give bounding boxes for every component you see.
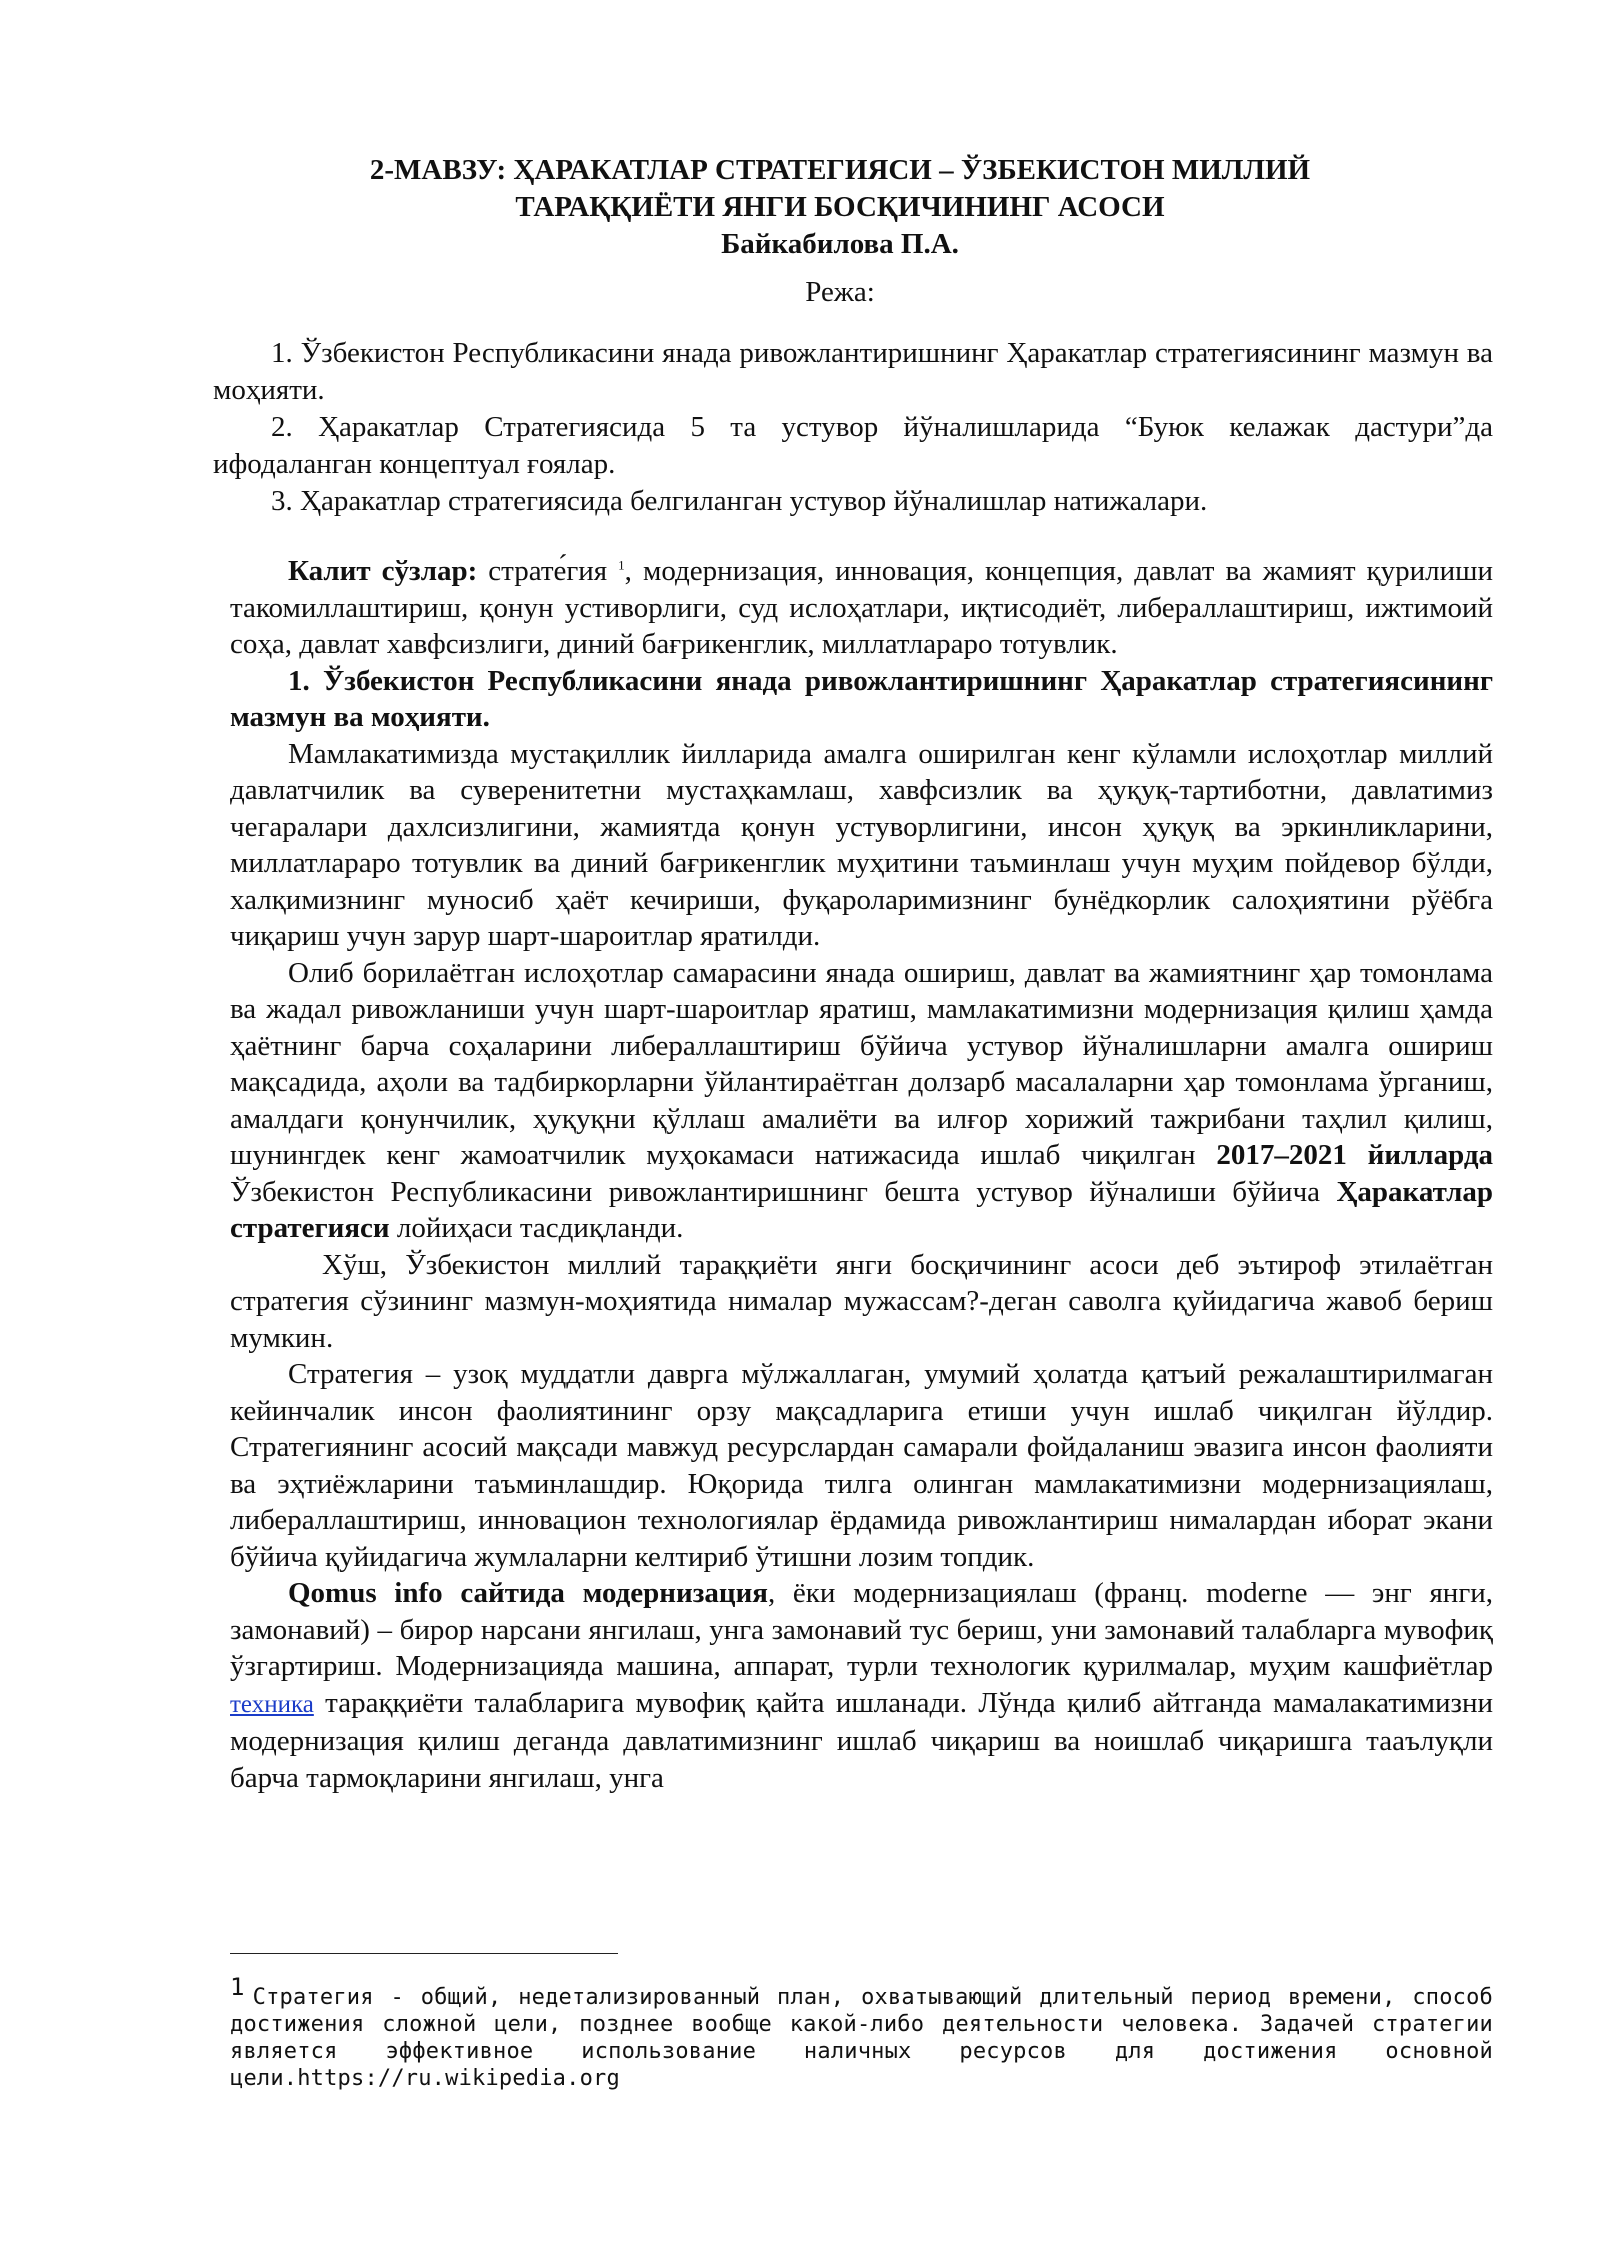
plan-heading: Режа: [805,276,875,308]
paragraph-2-text-a: Олиб борилаётган ислоҳотлар самарасини янада ошириш, давлат ва жамиятнинг ҳар томонлама ва жадал ривожланиши учун шарт-шароитлар яратиш, мамлакатимизни модернизация қилиш ҳамда ҳаётнинг барча соҳаларини либераллаштириш бўйича устувор йўналишларни амалга ошириш мақсадида, аҳоли ва тадбиркорларни ўйлантираётган долзарб масалаларни ҳар томонлама ўрганиш, амалдаги қонунчилик, ҳуқуқни қўллаш амалиёти ва илғор хорижий тажрибани таҳлил қилиш, шунингдек кенг жамоатчилик муҳокамаси натижасида ишлаб чиқилган [230,956,1493,1171]
plan-item-2: 2. Ҳаракатлар Стратегиясида 5 та устувор йўналишларида “Буюк келажак дастури”да ифодаланган концептуал ғоялар. [213,411,1493,480]
footnote-text: Стратегия - общий, недетализированный план, охватывающий длительный период времени, способ достижения сложной цели, позднее вообще какой-либо деятельности человека. Задачей стратегии является эффективное использование наличных ресурсов для достижения основной цели.https://ru.wikipedia.org [230,1985,1493,2091]
footnote-number: 1 [230,1973,245,2001]
title-line-2: ТАРАҚҚИЁТИ ЯНГИ БОСҚИЧИНИНГ АСОСИ [515,191,1165,223]
main-text [230,553,1493,1796]
footnote-reference[interactable]: 1 [618,557,625,573]
keywords-label: Калит сўзлар: [288,555,478,587]
section-1-heading: 1. Ўзбекистон Республикасини янада ривожлантиришнинг Ҳаракатлар стратегиясининг мазмун ва моҳияти. [230,664,1493,733]
technique-link[interactable]: техника [230,1690,314,1718]
keywords-list: , модернизация, инновация, концепция, давлат ва жамият қурилиши такомиллаштириш, қонун устиворлиги, суд ислоҳатлари, иқтисодиёт, либераллаштириш, ижтимоий соҳа, давлат хавфсизлиги, диний бағрикенглик, миллатлараро тотувлик. [230,555,1494,660]
paragraph-2-text-b: Ўзбекистон Республикасини ривожлантиришнинг бешта устувор йўналиши бўйича [230,1175,1337,1208]
paragraph-2 [230,955,1493,1247]
footnote-separator [230,1953,618,1954]
paragraph-5-text-b: тараққиёти талабларига мувофиқ қайта ишланади. Лўнда қилиб айтганда мамалакатимизни модернизация қилиш деганда давлатимизнинг ишлаб чиқариш ва ноишлаб чиқаришга тааълуқли барча тармоқларини янгилаш, унга [230,1686,1493,1794]
paragraph-3: Хўш, Ўзбекистон миллий тараққиёти янги босқичининг асоси деб эътироф этилаётган стратегия сўзининг мазмун-моҳиятида нималар мужассам?-деган саволга қуйидагича жавоб бериш мумкин. [230,1248,1493,1354]
paragraph-2-years: 2017–2021 йилларда [1216,1139,1493,1171]
plan-item-1: 1. Ўзбекистон Республикасини янада ривожлантиришнинг Ҳаракатлар стратегиясининг мазмун ва моҳияти. [213,337,1493,406]
keywords-paragraph [230,553,1493,663]
paragraph-4: Стратегия – узоқ муддатли даврга мўлжаллаган, умумий ҳолатда қатъий режалаштирилмаган кейинчалик инсон фаолиятининг орзу мақсадларига етиши учун ишлаб чиқилган йўлдир. Стратегиянинг асосий мақсади мавжуд ресурслардан самарали фойдаланиш эвазига инсон фаолияти ва эҳтиёжларини таъминлашдир. Юқорида тилга олинган мамлакатимизни модернизациялаш, либераллаштириш, инновацион технологиялар ёрдамида ривожлантириш нималардан иборат экани бўйича қуйидагича жумлаларни келтириб ўтишни лозим топдик. [230,1358,1493,1573]
paragraph-2-strategy: Ҳаракатлар стратегияси [230,1175,1493,1244]
document-title [230,152,1450,263]
paragraph-1: Мамлакатимизда мустақиллик йилларида амалга оширилган кенг кўламли ислоҳотлар миллий давлатчилик ва суверенитетни мустаҳкамлаш, хавфсизлик ва ҳуқуқ-тартиботни, давлатимиз чегаралари дахлсизлигини, жамиятда қонун устуворлигини, инсон ҳуқуқ ва эркинликларини, миллатлараро тотувлик ва диний бағрикенглик муҳитини таъминлаш учун муҳим пойдевор бўлди, халқимизнинг муносиб ҳаёт кечириши, фуқароларимизнинг бунёдкорлик салоҳиятини рўёбга чиқариш учун зарур шарт-шароитлар яратилди. [230,737,1493,952]
plan-list [213,335,1493,520]
paragraph-5-text-a: , ёки модернизациялаш (франц. moderne — энг янги, замонавий) – бирор нарсани янгилаш, унга замонавий тус бериш, уни замонавий талабларга мувофиқ ўзгартириш. Модернизацияда машина, аппарат, турли технологик қурилмалар, муҳим кашфиётлар [230,1577,1493,1682]
paragraph-5-source: Qomus info сайтида модернизация [288,1577,768,1609]
paragraph-5 [230,1575,1493,1796]
paragraph-2-text-c: лойиҳаси тасдиқланди. [389,1212,684,1244]
plan-item-3: 3. Ҳаракатлар стратегиясида белгиланган устувор йўналишлар натижалари. [271,485,1208,517]
footnote [230,1974,1493,2092]
title-line-1: 2-МАВЗУ: ҲАРАКАТЛАР СТРАТЕГИЯСИ – ЎЗБЕКИСТОН МИЛЛИЙ [369,154,1311,186]
author-name: Байкабилова П.А. [721,228,959,260]
keyword-strategy: страте́гия [488,555,608,587]
